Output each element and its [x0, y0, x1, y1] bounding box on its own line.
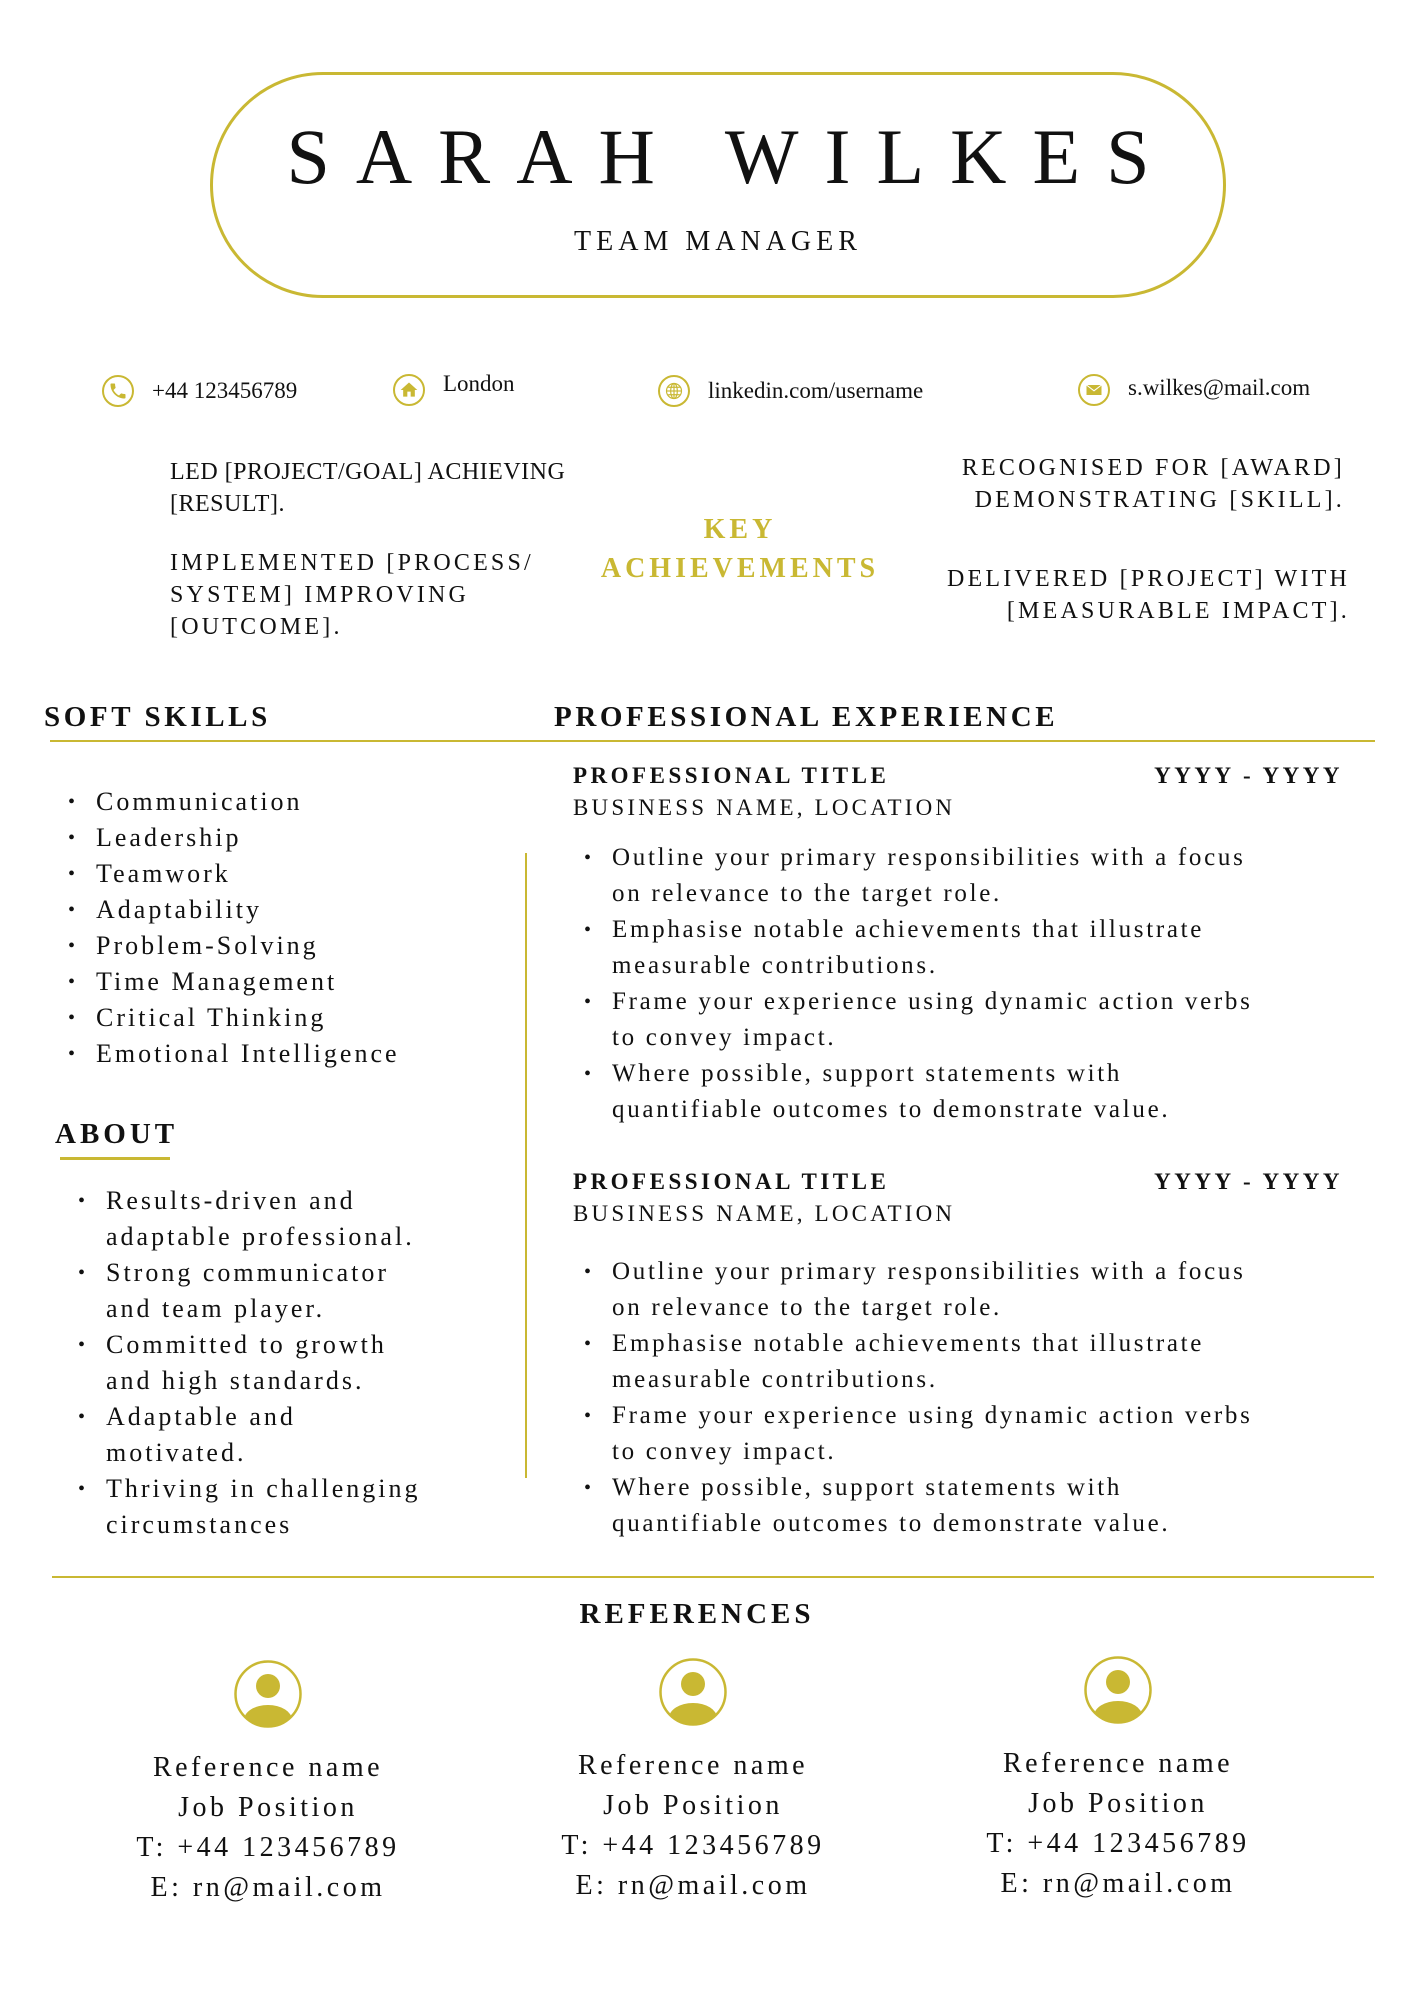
reference-card — [503, 1658, 883, 1906]
job-bullet-line: to convey impact. — [612, 1024, 837, 1051]
achievement-2-line2: SYSTEM] IMPROVING — [170, 582, 470, 608]
mail-icon — [1078, 374, 1110, 406]
job-bullet-line: • Where possible, support statements with — [612, 1060, 1123, 1087]
reference-name: Reference name — [577, 1750, 809, 1781]
reference-position: Job Position — [1028, 1788, 1208, 1819]
job-bullet — [584, 1254, 1364, 1326]
key-achievements-heading-line1: KEY — [703, 514, 777, 545]
about-item — [78, 1399, 478, 1471]
job-dates: YYYY - YYYY — [1154, 1169, 1343, 1194]
achievement-1-line1: LED [PROJECT/GOAL] ACHIEVING — [170, 459, 566, 485]
achievement-3-line2: DEMONSTRATING [SKILL]. — [974, 487, 1345, 513]
contact-email-text: s.wilkes@mail.com — [1128, 375, 1311, 400]
achievement-4-line2: [MEASURABLE IMPACT]. — [1006, 598, 1350, 624]
job-bullet-line: on relevance to the target role. — [612, 1294, 1002, 1321]
reference-email[interactable]: E: rn@mail.com — [1000, 1868, 1236, 1899]
job-bullet-line: • Outline your primary responsibilities with a focus — [612, 844, 1246, 871]
home-icon — [393, 374, 425, 406]
about-item-line: • Committed to growth — [106, 1330, 387, 1359]
column-divider — [525, 853, 527, 1478]
about-heading: ABOUT — [55, 1118, 179, 1150]
job-bullet — [584, 1326, 1364, 1398]
contact-linkedin[interactable] — [658, 373, 923, 409]
skill-item: • Leadership — [68, 820, 488, 856]
candidate-title: TEAM MANAGER — [574, 226, 862, 257]
user-avatar-icon — [234, 1660, 302, 1728]
job-bullet-line: measurable contributions. — [612, 952, 938, 979]
job-business: BUSINESS NAME, LOCATION — [573, 795, 956, 820]
achievement-3-line1: RECOGNISED FOR [AWARD] — [961, 455, 1345, 481]
contact-phone-text: +44 123456789 — [152, 378, 298, 403]
about-item-line: • Results-driven and — [106, 1186, 356, 1215]
about-item — [78, 1327, 478, 1399]
job-business: BUSINESS NAME, LOCATION — [573, 1201, 956, 1226]
experience-heading: PROFESSIONAL EXPERIENCE — [554, 701, 1059, 733]
job-title: PROFESSIONAL TITLE — [573, 1169, 890, 1194]
contact-email[interactable] — [1078, 372, 1310, 408]
user-avatar-icon — [1084, 1656, 1152, 1724]
job-bullet-line: • Frame your experience using dynamic action verbs — [612, 988, 1253, 1015]
reference-position: Job Position — [603, 1790, 783, 1821]
reference-email[interactable]: E: rn@mail.com — [575, 1870, 811, 1901]
user-avatar-icon — [659, 1658, 727, 1726]
about-item — [78, 1183, 478, 1255]
contact-location — [393, 372, 515, 408]
about-list — [78, 1183, 478, 1543]
job-bullet-line: • Where possible, support statements with — [612, 1474, 1123, 1501]
about-underline — [60, 1157, 170, 1160]
job-bullet-line: quantifiable outcomes to demonstrate value. — [612, 1510, 1171, 1537]
about-item-line: • Strong communicator — [106, 1258, 390, 1287]
candidate-name: SARAH WILKES — [286, 113, 1176, 200]
references-heading: REFERENCES — [579, 1598, 815, 1630]
section-divider — [50, 740, 1375, 742]
skill-item: • Critical Thinking — [68, 1000, 488, 1036]
reference-phone[interactable]: T: +44 123456789 — [986, 1828, 1250, 1859]
achievement-2-line1: IMPLEMENTED [PROCESS/ — [170, 550, 534, 576]
achievement-1-line2: [RESULT]. — [170, 491, 285, 517]
contact-linkedin-text: linkedin.com/username — [708, 378, 924, 403]
job-bullet — [584, 840, 1364, 912]
achievement-3 — [880, 452, 1345, 516]
about-item-line: • Adaptable and — [106, 1402, 296, 1431]
achievement-2 — [170, 547, 610, 643]
about-item-line: motivated. — [106, 1438, 247, 1467]
reference-phone[interactable]: T: +44 123456789 — [561, 1830, 825, 1861]
job-bullet — [584, 984, 1364, 1056]
about-item-line: and team player. — [106, 1294, 326, 1323]
contact-phone[interactable] — [102, 373, 297, 409]
reference-name: Reference name — [152, 1752, 384, 1783]
about-item — [78, 1471, 478, 1543]
globe-icon — [658, 375, 690, 407]
key-achievements-heading-line2: ACHIEVEMENTS — [600, 553, 880, 584]
contact-location-text: London — [443, 371, 515, 396]
reference-card — [928, 1656, 1308, 1904]
skill-item: • Communication — [68, 784, 488, 820]
skill-item: • Emotional Intelligence — [68, 1036, 488, 1072]
job-bullet — [584, 1470, 1364, 1542]
job-bullet-line: on relevance to the target role. — [612, 880, 1002, 907]
reference-phone[interactable]: T: +44 123456789 — [136, 1832, 400, 1863]
job-bullet-line: quantifiable outcomes to demonstrate value. — [612, 1096, 1171, 1123]
reference-card — [78, 1660, 458, 1908]
job-bullet-line: to convey impact. — [612, 1438, 837, 1465]
job-bullet — [584, 912, 1364, 984]
soft-skills-list — [68, 784, 488, 1072]
job-bullet — [584, 1398, 1364, 1470]
job-bullet — [584, 1056, 1364, 1128]
job-bullet-line: measurable contributions. — [612, 1366, 938, 1393]
achievement-4 — [860, 563, 1350, 627]
job-dates: YYYY - YYYY — [1154, 763, 1343, 788]
reference-position: Job Position — [178, 1792, 358, 1823]
job-bullet-line: • Frame your experience using dynamic action verbs — [612, 1402, 1253, 1429]
job-title: PROFESSIONAL TITLE — [573, 763, 890, 788]
reference-name: Reference name — [1002, 1748, 1234, 1779]
skill-item: • Teamwork — [68, 856, 488, 892]
key-achievements-heading — [580, 510, 900, 588]
references-divider — [52, 1576, 1374, 1578]
skill-item: • Time Management — [68, 964, 488, 1000]
soft-skills-heading: SOFT SKILLS — [44, 701, 271, 733]
job-bullet-line: • Emphasise notable achievements that illustrate — [612, 1330, 1205, 1357]
about-item — [78, 1255, 478, 1327]
achievement-4-line1: DELIVERED [PROJECT] WITH — [947, 566, 1350, 592]
about-item-line: adaptable professional. — [106, 1222, 415, 1251]
achievement-1 — [170, 456, 610, 520]
achievement-2-line3: [OUTCOME]. — [170, 614, 343, 640]
phone-icon — [102, 375, 134, 407]
skill-item: • Problem-Solving — [68, 928, 488, 964]
about-item-line: circumstances — [106, 1510, 293, 1539]
job-bullet-line: • Emphasise notable achievements that illustrate — [612, 916, 1205, 943]
skill-item: • Adaptability — [68, 892, 488, 928]
about-item-line: and high standards. — [106, 1366, 365, 1395]
job-bullets — [584, 840, 1364, 1128]
reference-email[interactable]: E: rn@mail.com — [150, 1872, 386, 1903]
about-item-line: • Thriving in challenging — [106, 1474, 421, 1503]
job-bullet-line: • Outline your primary responsibilities with a focus — [612, 1258, 1246, 1285]
job-bullets — [584, 1254, 1364, 1542]
